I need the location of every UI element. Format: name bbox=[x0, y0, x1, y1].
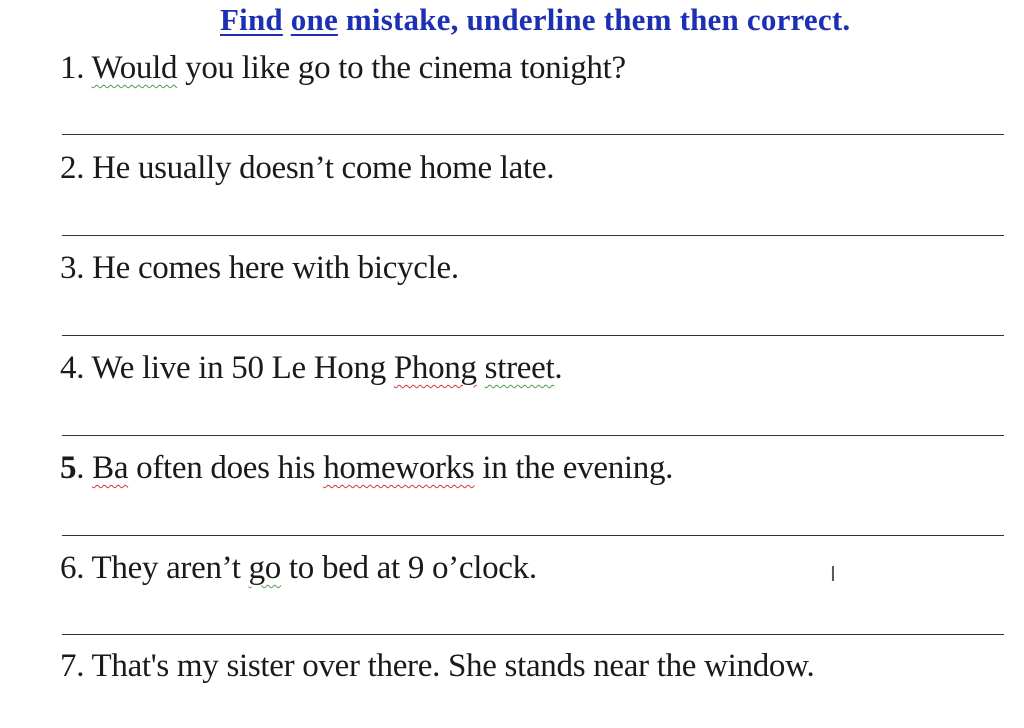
question-4-underlined-phong: Phong bbox=[393, 350, 477, 386]
title-word-one: one bbox=[290, 2, 338, 37]
text-cursor-icon: I bbox=[830, 562, 836, 586]
question-5-text-c: often does his bbox=[128, 450, 324, 486]
question-5-number: 5 bbox=[60, 450, 77, 486]
title-rest: mistake, underline them then correct. bbox=[337, 2, 851, 37]
question-5-text-e: in the evening. bbox=[474, 450, 674, 486]
question-5-underlined-ba: Ba bbox=[92, 450, 129, 486]
question-6-text-a: They aren’t bbox=[91, 550, 249, 586]
question-3-number: 3. bbox=[60, 250, 85, 286]
question-4-number: 4. bbox=[60, 350, 85, 386]
question-4 bbox=[60, 350, 562, 387]
question-1-underlined-word: Would bbox=[91, 50, 178, 86]
question-1 bbox=[60, 50, 626, 87]
question-7-text: That's my sister over there. She stands near the window. bbox=[91, 648, 815, 684]
title-word-find: Find bbox=[220, 2, 283, 37]
question-6-underlined-go: go bbox=[248, 550, 281, 586]
question-7 bbox=[60, 648, 814, 685]
answer-line-3[interactable] bbox=[62, 335, 1004, 336]
question-6 bbox=[60, 550, 537, 587]
question-4-text-e: . bbox=[554, 350, 563, 386]
question-5-text-a: . bbox=[76, 450, 93, 486]
question-7-number: 7. bbox=[60, 648, 85, 684]
question-1-text: you like go to the cinema tonight? bbox=[177, 50, 626, 86]
question-4-underlined-street: street bbox=[484, 350, 555, 386]
worksheet-title bbox=[220, 2, 980, 38]
question-4-text-a: We live in 50 Le Hong bbox=[91, 350, 394, 386]
answer-line-1[interactable] bbox=[62, 134, 1004, 135]
question-5-underlined-homeworks: homeworks bbox=[323, 450, 475, 486]
question-2-text: He usually doesn’t come home late. bbox=[92, 150, 555, 186]
question-2-number: 2. bbox=[60, 150, 85, 186]
question-2 bbox=[60, 150, 554, 187]
answer-line-5[interactable] bbox=[62, 535, 1004, 536]
question-6-text-c: to bed at 9 o’clock. bbox=[280, 550, 537, 586]
question-5 bbox=[60, 450, 673, 487]
question-1-number: 1. bbox=[60, 50, 85, 86]
answer-line-4[interactable] bbox=[62, 435, 1004, 436]
answer-line-2[interactable] bbox=[62, 235, 1004, 236]
question-4-text-c bbox=[477, 350, 485, 386]
question-3 bbox=[60, 250, 459, 287]
question-6-number: 6. bbox=[60, 550, 85, 586]
answer-line-6[interactable] bbox=[62, 634, 1004, 635]
question-3-text: He comes here with bicycle. bbox=[92, 250, 459, 286]
